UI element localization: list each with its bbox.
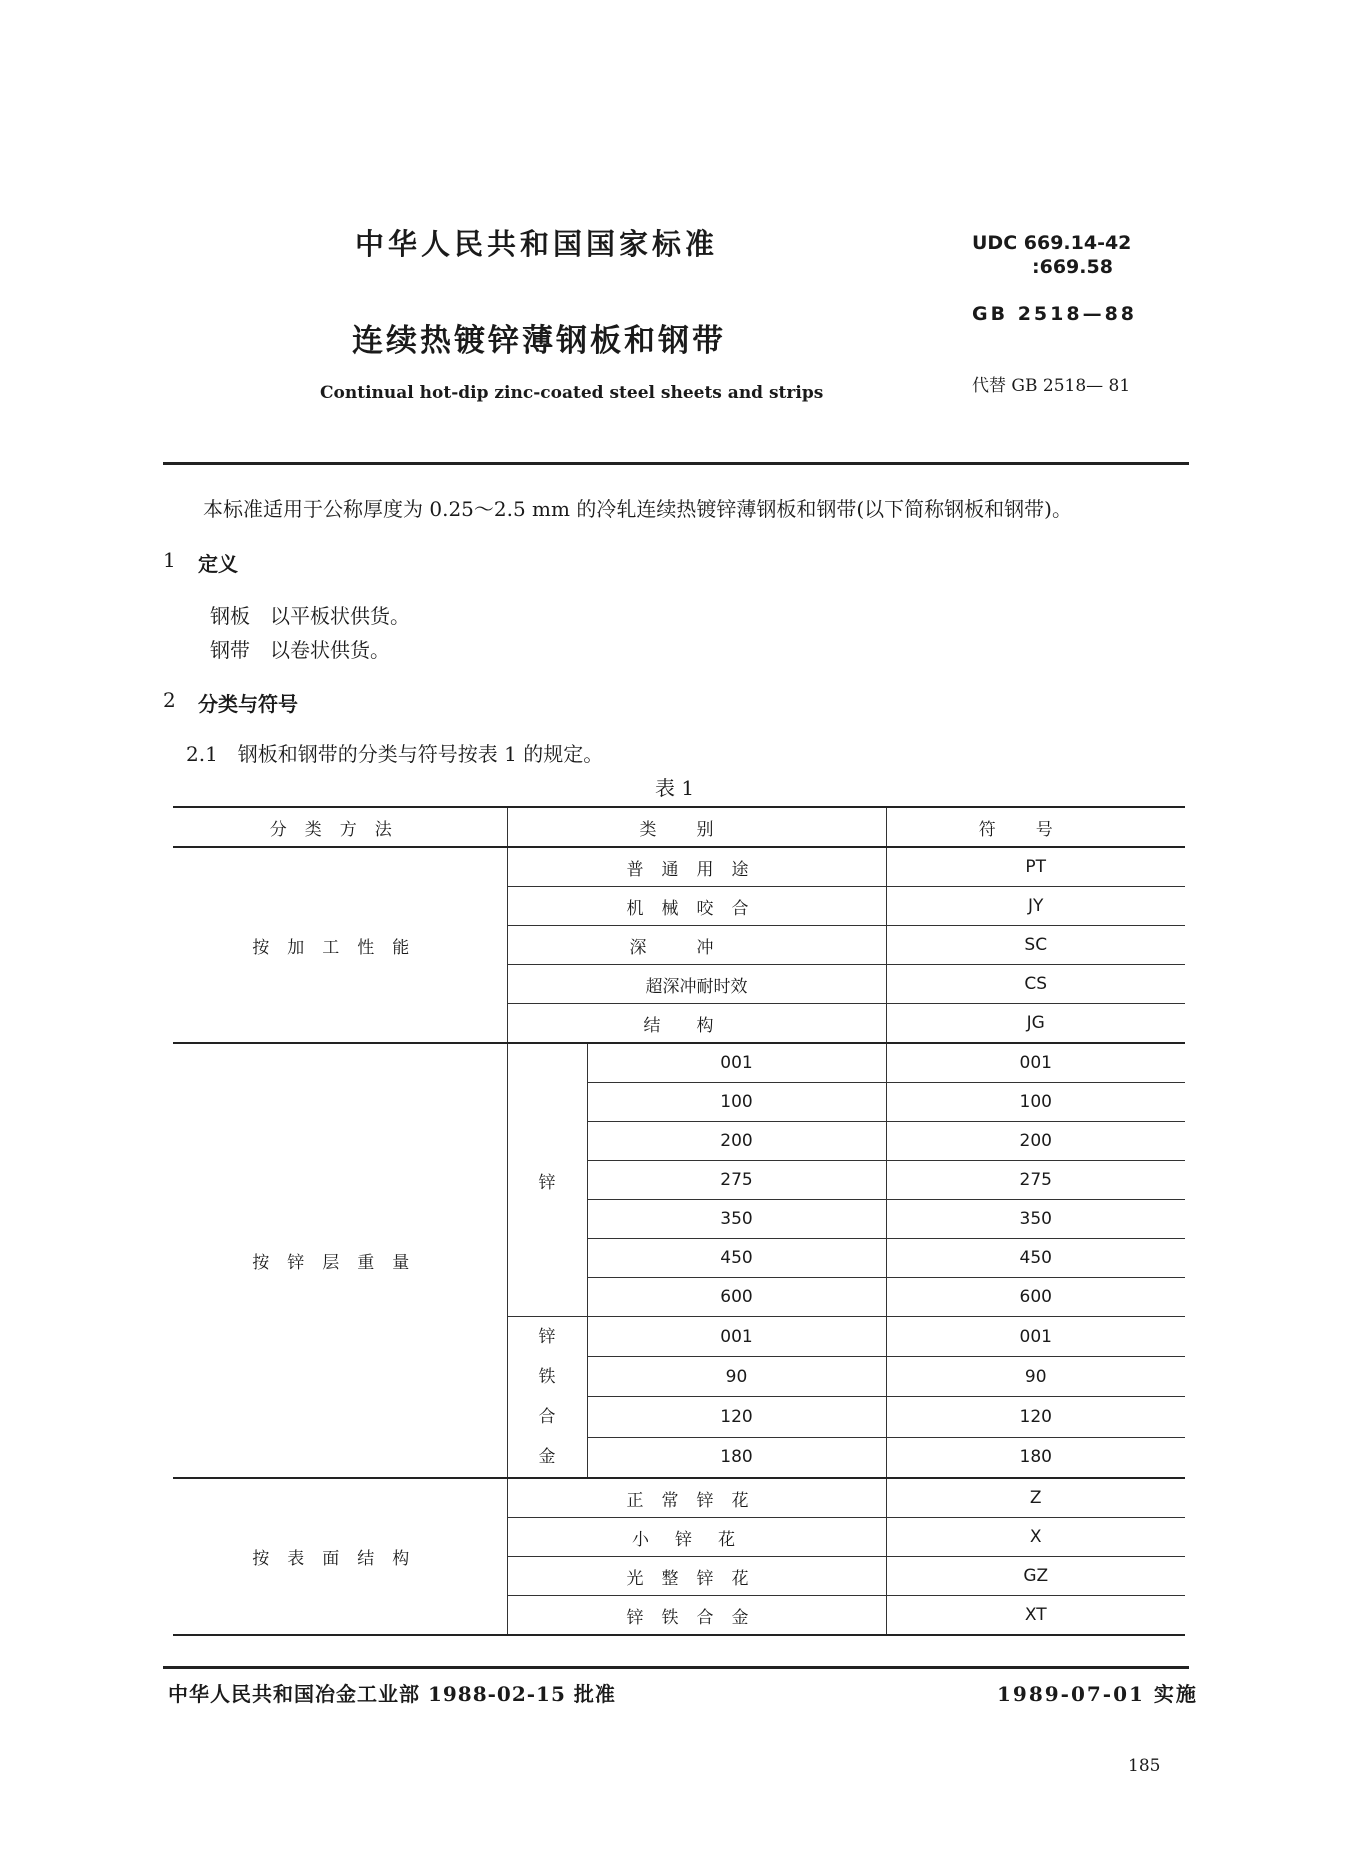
table-row — [173, 1043, 1185, 1083]
header-divider — [163, 462, 1189, 465]
symbol-cell: JY — [886, 887, 1185, 926]
header-method: 分类方法 — [173, 807, 507, 847]
symbol-cell: 200 — [886, 1122, 1185, 1161]
category-cell: 超深冲耐时效 — [507, 965, 886, 1004]
classification-table — [173, 806, 1185, 1636]
section-2-number: 2 — [163, 688, 176, 712]
symbol-cell: 001 — [886, 1317, 1185, 1357]
section-1-title: 定义 — [198, 552, 238, 576]
category-cell: 锌铁合金 — [507, 1596, 886, 1636]
category-cell: 120 — [587, 1397, 886, 1437]
category-cell: 小锌花 — [507, 1518, 886, 1557]
symbol-cell: X — [886, 1518, 1185, 1557]
category-cell: 180 — [587, 1437, 886, 1478]
category-cell: 90 — [587, 1357, 886, 1397]
group-label-surface: 按表面结构 — [173, 1478, 507, 1635]
page-number: 185 — [1128, 1756, 1161, 1776]
definition-sheet: 钢板 以平板状供货。 — [210, 604, 410, 628]
udc-code-line1: UDC 669.14-42 — [972, 232, 1132, 254]
category-cell: 机械咬合 — [507, 887, 886, 926]
category-cell: 001 — [587, 1317, 886, 1357]
category-cell: 结构 — [507, 1004, 886, 1044]
subgroup-label-alloy-text: 锌铁合金 — [538, 1327, 556, 1467]
table-row — [173, 1478, 1185, 1518]
table-caption: 表 1 — [655, 776, 695, 800]
table-header-row — [173, 807, 1185, 847]
symbol-cell: 350 — [886, 1200, 1185, 1239]
category-cell: 275 — [587, 1161, 886, 1200]
symbol-cell: GZ — [886, 1557, 1185, 1596]
symbol-cell: XT — [886, 1596, 1185, 1636]
category-cell: 600 — [587, 1278, 886, 1317]
symbol-cell: SC — [886, 926, 1185, 965]
category-cell: 450 — [587, 1239, 886, 1278]
symbol-cell: CS — [886, 965, 1185, 1004]
category-cell: 001 — [587, 1043, 886, 1083]
group-label-coating: 按锌层重量 — [173, 1043, 507, 1478]
symbol-cell: 450 — [886, 1239, 1185, 1278]
symbol-cell: 180 — [886, 1437, 1185, 1478]
category-cell: 光整锌花 — [507, 1557, 886, 1596]
symbol-cell: 100 — [886, 1083, 1185, 1122]
clause-2-1: 2.1 钢板和钢带的分类与符号按表 1 的规定。 — [186, 742, 604, 766]
subgroup-label-alloy — [507, 1317, 587, 1479]
symbol-cell: 275 — [886, 1161, 1185, 1200]
definition-strip: 钢带 以卷状供货。 — [210, 638, 390, 662]
header-category: 类别 — [507, 807, 886, 847]
category-cell: 350 — [587, 1200, 886, 1239]
symbol-cell: PT — [886, 847, 1185, 887]
symbol-cell: 600 — [886, 1278, 1185, 1317]
subgroup-label-zinc: 锌 — [507, 1043, 587, 1317]
document-title-en: Continual hot-dip zinc-coated steel sheets and strips — [320, 383, 824, 403]
symbol-cell: 90 — [886, 1357, 1185, 1397]
group-label-performance: 按加工性能 — [173, 847, 507, 1043]
approval-line: 中华人民共和国冶金工业部 1988-02-15 批准 — [168, 1682, 616, 1706]
header-symbol: 符号 — [886, 807, 1185, 847]
category-cell: 200 — [587, 1122, 886, 1161]
scope-paragraph: 本标准适用于公称厚度为 0.25～2.5 mm 的冷轧连续热镀锌薄钢板和钢带(以下简称钢板和钢带)。 — [203, 497, 1072, 521]
footer-divider — [163, 1666, 1189, 1669]
symbol-cell: JG — [886, 1004, 1185, 1044]
symbol-cell: 001 — [886, 1043, 1185, 1083]
implementation-date: 1989-07-01 实施 — [997, 1682, 1198, 1706]
document-title-cn: 连续热镀锌薄钢板和钢带 — [352, 323, 726, 359]
section-2-title: 分类与符号 — [198, 692, 298, 716]
gb-code: GB 2518—88 — [972, 303, 1138, 325]
category-cell: 100 — [587, 1083, 886, 1122]
table-row — [173, 847, 1185, 887]
udc-code-line2: :669.58 — [1032, 256, 1113, 278]
replaces-note: 代替 GB 2518— 81 — [972, 376, 1131, 396]
standard-type-heading: 中华人民共和国国家标准 — [355, 227, 719, 261]
symbol-cell: 120 — [886, 1397, 1185, 1437]
category-cell: 正常锌花 — [507, 1478, 886, 1518]
symbol-cell: Z — [886, 1478, 1185, 1518]
section-1-number: 1 — [163, 548, 176, 572]
category-cell: 普通用途 — [507, 847, 886, 887]
category-cell: 深冲 — [507, 926, 886, 965]
